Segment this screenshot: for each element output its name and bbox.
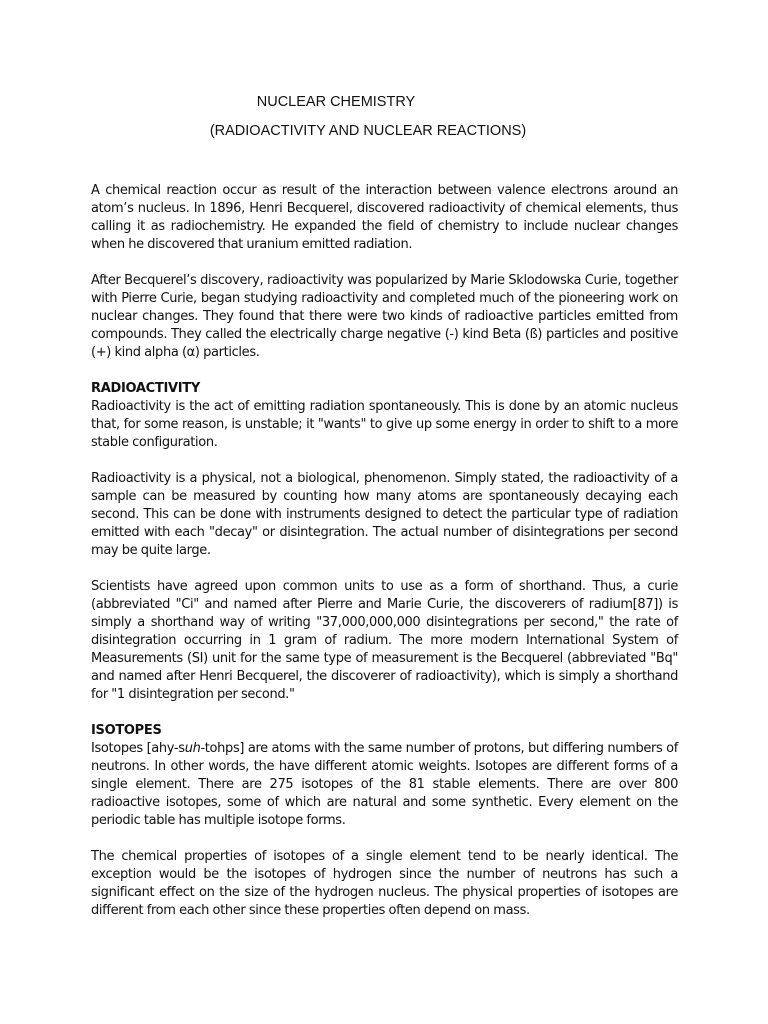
- paragraph-text: Radioactivity is the act of emitting radiation spontaneously. This is done by an atomic nucleus that, for some reason, is unstable; it "wants" to give up some energy in order to shift to a more stable configuration.: [91, 399, 678, 450]
- radioactivity-paragraph-1: [91, 398, 678, 452]
- radioactivity-paragraph-3: [91, 578, 678, 704]
- paragraph-text: [91, 740, 678, 830]
- radioactivity-paragraph-2: [91, 470, 678, 560]
- paragraph-text: Scientists have agreed upon common units to use as a form of shorthand. Thus, a curie (abbreviated "Ci" and named after Pierre and Marie Curie, the discoverers of radium[87]) is simply a shorthand way of writing "37,000,000,000 disintegrations per second," the rate of disintegration occurring in 1 gram of radium. The more modern International System of Measurements (SI) unit for the same type of measurement is the Becquerel (abbreviated "Bq" and named after Henri Becquerel, the discoverer of radioactivity), which is simply a shorthand for "1 disintegration per second.": [91, 579, 678, 702]
- italic-syllable: uh: [184, 741, 201, 756]
- paragraph-text: A chemical reaction occur as result of the interaction between valence electrons around an atom’s nucleus. In 1896, Henri Becquerel, discovered radioactivity of chemical elements, thus calling it as radiochemistry. He expanded the field of chemistry to include nuclear changes when he discovered that uranium emitted radiation.: [91, 183, 678, 252]
- text-run: -tohps] are atoms with the same number of protons, but differing numbers of neutrons. In other words, the have different atomic weights. Isotopes are different forms of a single element. There are 275 isotopes of the 81 stable elements. There are over 800 radioactive isotopes, some of which are natural and some synthetic. Every element on the periodic table has multiple isotope forms.: [91, 741, 678, 828]
- text-run: Isotopes [ahy-s: [91, 741, 185, 756]
- isotopes-paragraph-2: [91, 848, 678, 920]
- document-subtitle: (RADIOACTIVITY AND NUCLEAR REACTIONS): [209, 123, 527, 139]
- paragraph-text: The chemical properties of isotopes of a single element tend to be nearly identical. The exception would be the isotopes of hydrogen since the number of neutrons has such a significant effect on the size of the hydrogen nucleus. The physical properties of isotopes are different from each other since these properties often depend on mass.: [91, 849, 678, 918]
- document-title: NUCLEAR CHEMISTRY: [256, 94, 416, 110]
- paragraph-text: Radioactivity is a physical, not a biological, phenomenon. Simply stated, the radioactivity of a sample can be measured by counting how many atoms are spontaneously decaying each second. This can be done with instruments designed to detect the particular type of radiation emitted with each "decay" or disintegration. The actual number of disintegrations per second may be quite large.: [91, 471, 678, 558]
- intro-paragraph-1: [91, 182, 678, 254]
- isotopes-heading: ISOTOPES: [91, 723, 162, 738]
- intro-paragraph-2: [91, 272, 678, 362]
- radioactivity-heading: RADIOACTIVITY: [91, 381, 200, 396]
- paragraph-text: After Becquerel’s discovery, radioactivity was popularized by Marie Sklodowska Curie, together with Pierre Curie, began studying radioactivity and completed much of the pioneering work on nuclear changes. They found that there were two kinds of radioactive particles emitted from compounds. They called the electrically charge negative (-) kind Beta (ß) particles and positive (+) kind alpha (α) particles.: [91, 273, 678, 360]
- isotopes-paragraph-1: [91, 740, 678, 830]
